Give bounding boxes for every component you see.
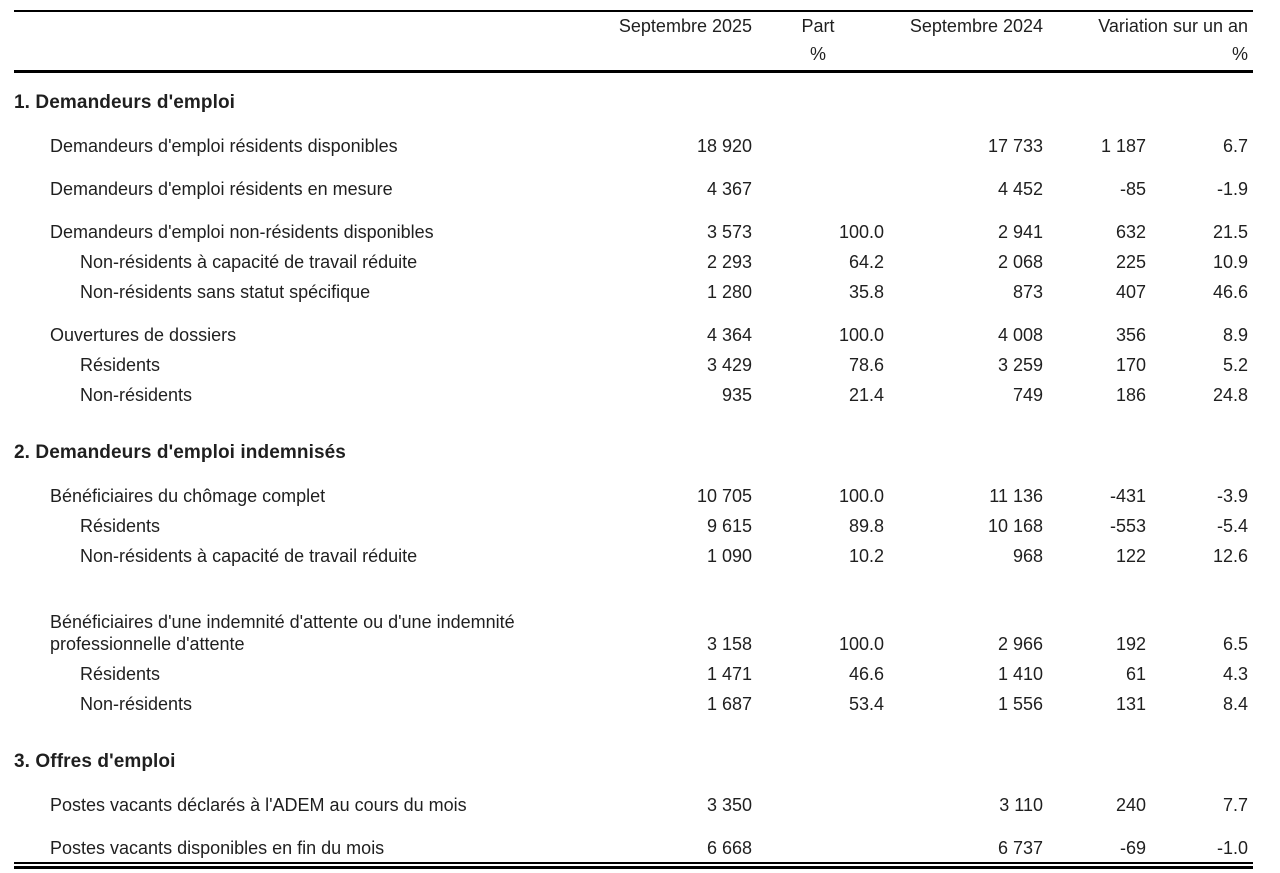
cell-septembre-2025: 4 367 (706, 179, 752, 199)
header-col-variation: Variation sur un an (1098, 16, 1248, 36)
header-col-septembre-2024: Septembre 2024 (909, 16, 1043, 36)
section-title: 1. Demandeurs d'emploi (14, 92, 236, 113)
table-body (14, 92, 1253, 859)
cell-variation-pct: 24.8 (1212, 385, 1248, 405)
cell-septembre-2025: 1 471 (706, 664, 752, 684)
cell-variation: 240 (1115, 795, 1146, 815)
table-row (14, 273, 1253, 303)
row-label: Résidents (80, 664, 161, 684)
cell-septembre-2024: 3 110 (999, 795, 1043, 815)
table-row (14, 655, 1253, 685)
cell-septembre-2024: 1 556 (997, 694, 1043, 714)
row-label: Postes vacants déclarés à l'ADEM au cours du mois (50, 795, 467, 815)
cell-part: 53.4 (848, 694, 884, 714)
table-row (14, 376, 1253, 406)
cell-septembre-2024: 4 452 (997, 179, 1043, 199)
cell-septembre-2024: 2 966 (997, 634, 1043, 654)
cell-part: 100.0 (838, 634, 884, 654)
header-rule (14, 70, 1253, 73)
table-row (14, 303, 1253, 346)
cell-part: 10.2 (848, 546, 884, 566)
row-label: Ouvertures de dossiers (50, 325, 237, 345)
cell-variation: 61 (1125, 664, 1146, 684)
cell-septembre-2025: 10 705 (696, 486, 752, 506)
table-row (14, 243, 1253, 273)
cell-septembre-2025: 1 090 (706, 546, 752, 566)
cell-part: 35.8 (848, 282, 884, 302)
table-row (14, 537, 1253, 567)
cell-variation-pct: 12.6 (1212, 546, 1248, 566)
row-label: Demandeurs d'emploi résidents en mesure (50, 179, 393, 199)
cell-variation: 356 (1115, 325, 1146, 345)
cell-variation: 170 (1115, 355, 1146, 375)
cell-variation-pct: 8.9 (1222, 325, 1248, 345)
cell-septembre-2025: 3 158 (706, 634, 752, 654)
row-label: Bénéficiaires d'une indemnité d'attente ou d'une indemnité professionnelle d'attente (50, 612, 515, 654)
row-label: Demandeurs d'emploi résidents disponibles (50, 136, 398, 156)
cell-variation: 632 (1115, 222, 1146, 242)
cell-septembre-2024: 1 410 (997, 664, 1043, 684)
cell-variation-pct: -3.9 (1216, 486, 1248, 506)
cell-variation-pct: 10.9 (1212, 252, 1248, 272)
row-label: Non-résidents sans statut spécifique (80, 282, 371, 302)
cell-variation: -69 (1119, 838, 1146, 858)
cell-variation: 192 (1115, 634, 1146, 654)
table-row (14, 507, 1253, 537)
table-row (14, 816, 1253, 859)
cell-septembre-2025: 1 687 (706, 694, 752, 714)
cell-variation-pct: 8.4 (1222, 694, 1248, 714)
cell-variation: 131 (1115, 694, 1146, 714)
cell-part: 100.0 (838, 222, 884, 242)
cell-septembre-2024: 10 168 (987, 516, 1043, 536)
cell-variation: 407 (1115, 282, 1146, 302)
cell-variation-pct: 5.2 (1222, 355, 1248, 375)
table-row (14, 157, 1253, 200)
cell-septembre-2024: 2 068 (997, 252, 1043, 272)
cell-septembre-2025: 3 350 (706, 795, 752, 815)
cell-variation: 225 (1115, 252, 1146, 272)
cell-septembre-2025: 3 573 (706, 222, 752, 242)
cell-septembre-2025: 935 (721, 385, 752, 405)
table-row (14, 567, 1253, 655)
table-row (14, 114, 1253, 157)
row-label: Bénéficiaires du chômage complet (50, 486, 326, 506)
cell-part: 89.8 (848, 516, 884, 536)
cell-variation-pct: -5.4 (1216, 516, 1248, 536)
header-col-septembre-2025: Septembre 2025 (618, 16, 752, 36)
cell-septembre-2024: 968 (1012, 546, 1043, 566)
table-header (14, 12, 1253, 70)
bottom-rule (14, 862, 1253, 869)
cell-variation-pct: 6.7 (1222, 136, 1248, 156)
section-title: 3. Offres d'emploi (14, 751, 176, 772)
section-title: 2. Demandeurs d'emploi indemnisés (14, 442, 346, 463)
row-label: Postes vacants disponibles en fin du mois (50, 838, 385, 858)
row-label: Résidents (80, 355, 161, 375)
table-row (14, 346, 1253, 376)
row-label: Résidents (80, 516, 161, 536)
cell-variation-pct: -1.9 (1216, 179, 1248, 199)
table-row (14, 685, 1253, 715)
cell-variation: 186 (1115, 385, 1146, 405)
cell-septembre-2025: 4 364 (706, 325, 752, 345)
cell-part: 78.6 (848, 355, 884, 375)
cell-septembre-2025: 6 668 (706, 838, 752, 858)
header-variation-unit: % (1231, 44, 1248, 64)
table-row (14, 773, 1253, 816)
cell-variation: -85 (1119, 179, 1146, 199)
cell-variation: -553 (1109, 516, 1146, 536)
cell-variation-pct: 6.5 (1222, 634, 1248, 654)
cell-part: 46.6 (848, 664, 884, 684)
cell-septembre-2024: 873 (1012, 282, 1043, 302)
cell-septembre-2025: 3 429 (706, 355, 752, 375)
row-label: Demandeurs d'emploi non-résidents disponibles (50, 222, 434, 242)
cell-part: 100.0 (838, 325, 884, 345)
cell-variation: -431 (1109, 486, 1146, 506)
cell-septembre-2024: 3 259 (997, 355, 1043, 375)
cell-septembre-2025: 1 280 (706, 282, 752, 302)
cell-variation-pct: 46.6 (1212, 282, 1248, 302)
cell-variation-pct: 7.7 (1222, 795, 1248, 815)
cell-septembre-2024: 6 737 (997, 838, 1043, 858)
cell-septembre-2024: 749 (1012, 385, 1043, 405)
cell-part: 64.2 (848, 252, 884, 272)
table-row (14, 200, 1253, 243)
cell-variation-pct: -1.0 (1216, 838, 1248, 858)
cell-variation: 1 187 (1100, 136, 1146, 156)
cell-septembre-2024: 2 941 (997, 222, 1043, 242)
cell-part: 100.0 (838, 486, 884, 506)
table-row (14, 464, 1253, 507)
cell-septembre-2025: 9 615 (706, 516, 752, 536)
cell-septembre-2025: 2 293 (706, 252, 752, 272)
header-col-part: Part (801, 16, 835, 36)
cell-septembre-2024: 11 136 (989, 486, 1043, 506)
cell-septembre-2025: 18 920 (696, 136, 752, 156)
cell-septembre-2024: 17 733 (987, 136, 1043, 156)
row-label: Non-résidents (80, 385, 193, 405)
row-label: Non-résidents (80, 694, 193, 714)
row-label: Non-résidents à capacité de travail réduite (80, 546, 418, 566)
cell-variation-pct: 21.5 (1212, 222, 1248, 242)
row-label: Non-résidents à capacité de travail réduite (80, 252, 418, 272)
cell-septembre-2024: 4 008 (997, 325, 1043, 345)
cell-part: 21.4 (848, 385, 884, 405)
cell-variation-pct: 4.3 (1222, 664, 1248, 684)
cell-variation: 122 (1115, 546, 1146, 566)
header-part-unit: % (809, 44, 826, 64)
